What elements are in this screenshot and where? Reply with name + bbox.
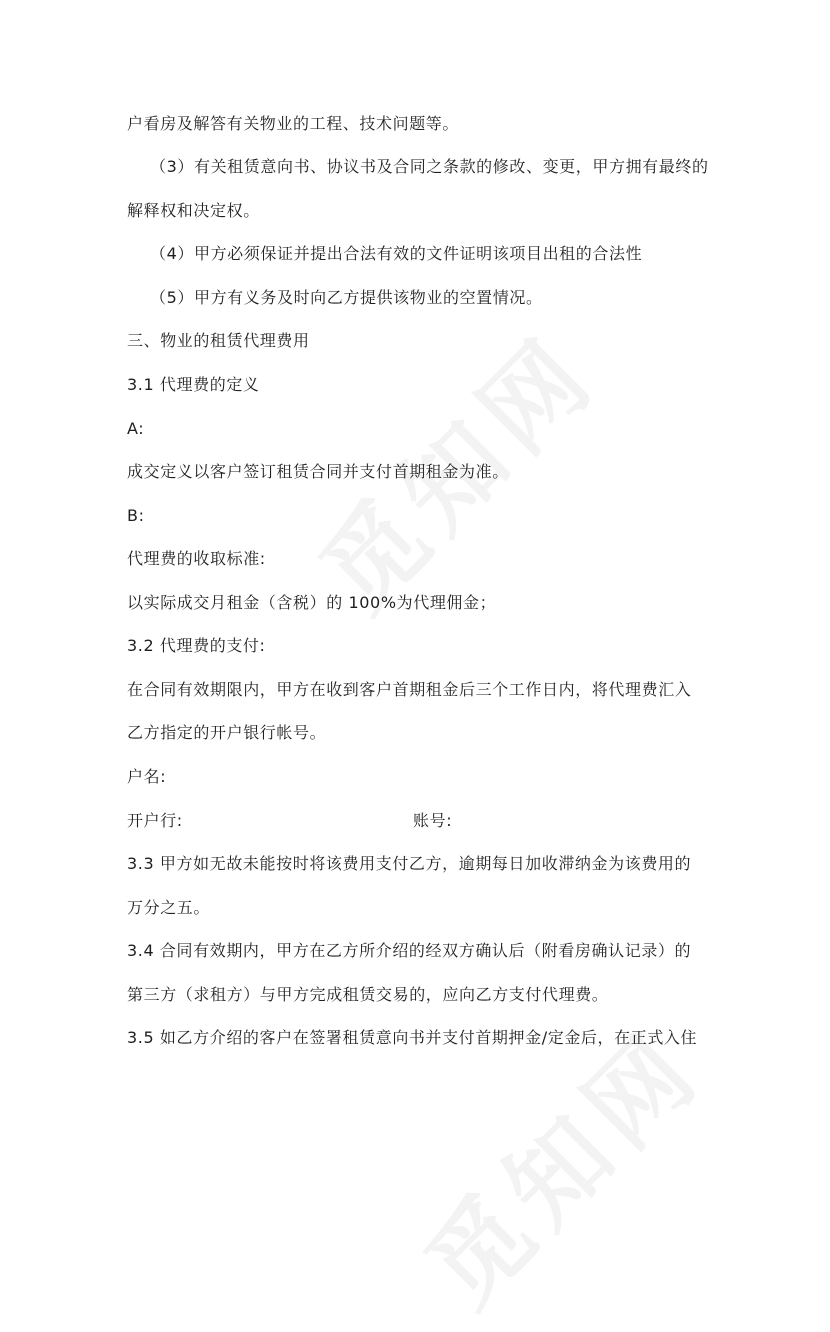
- text-line-11: 代理费的收取标准:: [127, 549, 266, 568]
- clause-3-4: 3.4 合同有效期内，甲方在乙方所介绍的经双方确认后（附看房确认记录）的: [127, 941, 692, 960]
- clause-3-5: 3.5 如乙方介绍的客户在签署租赁意向书并支付首期押金/定金后，在正式入住: [127, 1028, 698, 1047]
- clause-4: （4）甲方必须保证并提出合法有效的文件证明该项目出租的合法性: [150, 244, 643, 263]
- text-line-14: 在合同有效期限内，甲方在收到客户首期租金后三个工作日内，将代理费汇入: [127, 680, 692, 699]
- section-heading-3: 三、物业的租赁代理费用: [127, 331, 310, 350]
- text-line-15: 乙方指定的开户银行帐号。: [127, 723, 327, 742]
- text-line-1: 户看房及解答有关物业的工程、技术问题等。: [127, 114, 460, 133]
- account-name-label: 户名:: [127, 767, 167, 786]
- text-line-3: 解释权和决定权。: [127, 201, 260, 220]
- item-a-label: A:: [127, 419, 145, 438]
- subheading-3-2: 3.2 代理费的支付:: [127, 636, 266, 655]
- text-line-9: 成交定义以客户签订租赁合同并支付首期租金为准。: [127, 462, 509, 481]
- clause-3: （3）有关租赁意向书、协议书及合同之条款的修改、变更，甲方拥有最终的: [150, 157, 709, 176]
- text-line-19: 万分之五。: [127, 898, 211, 917]
- text-line-21: 第三方（求租方）与甲方完成租赁交易的，应向乙方支付代理费。: [127, 985, 609, 1004]
- account-number-label: 账号:: [413, 811, 453, 830]
- item-b-label: B:: [127, 506, 145, 525]
- bank-label: 开户行:: [127, 811, 183, 830]
- subheading-3-1: 3.1 代理费的定义: [127, 375, 260, 394]
- clause-5: （5）甲方有义务及时向乙方提供该物业的空置情况。: [150, 288, 543, 307]
- text-line-12: 以实际成交月租金（含税）的 100%为代理佣金；: [127, 593, 497, 612]
- clause-3-3: 3.3 甲方如无故未能按时将该费用支付乙方，逾期每日加收滞纳金为该费用的: [127, 854, 692, 873]
